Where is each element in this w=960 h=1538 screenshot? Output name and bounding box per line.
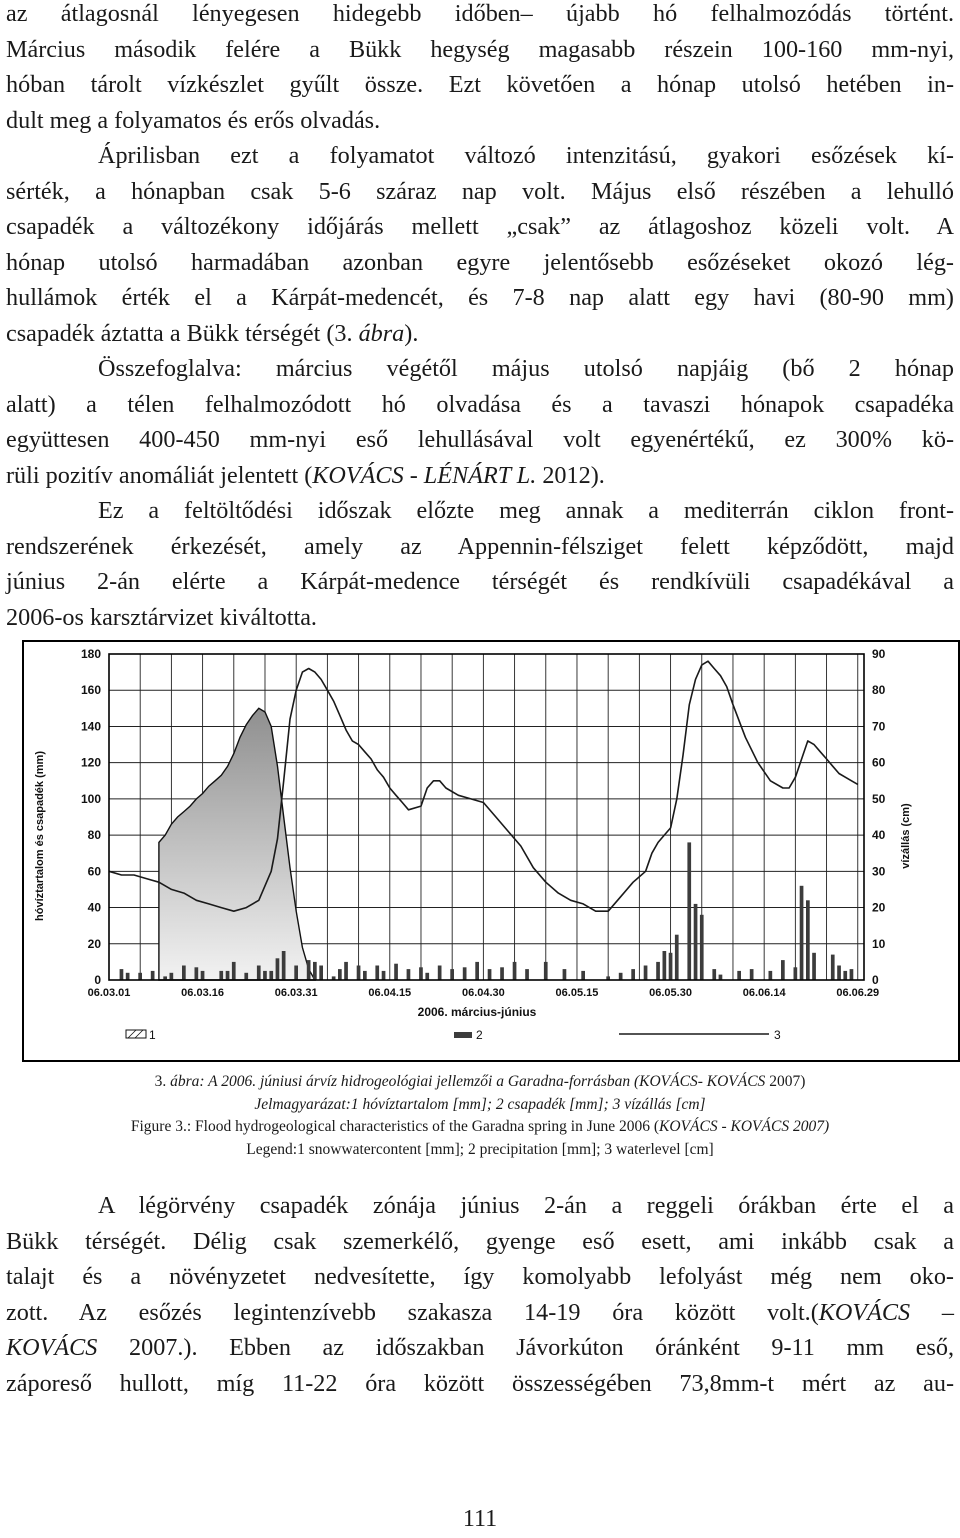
precipitation-bar [375, 966, 379, 981]
precipitation-bar [831, 955, 835, 980]
precipitation-bar [687, 842, 691, 980]
page-number: 111 [462, 1506, 498, 1532]
precipitation-bar [120, 969, 124, 980]
precipitation-bar [182, 966, 186, 981]
text-line: Bükk térségét. Délig csak szemerkélő, gyenge eső esett, ami inkább csak a [6, 1227, 954, 1255]
text-line: talajt és a növényzetet nedvesítette, így komolyabb lefolyást még nem oko- [6, 1263, 954, 1290]
x-tick-label: 06.03.31 [274, 987, 318, 999]
precipitation-bar [837, 966, 841, 981]
precipitation-bar [663, 951, 667, 980]
legend-swatch-precipitation [454, 1032, 472, 1038]
precipitation-bar [581, 971, 585, 980]
precipitation-bar [563, 969, 567, 980]
text-fragment: 2012). [536, 461, 605, 489]
precipitation-bar [712, 969, 716, 980]
y2-tick-label: 70 [872, 719, 886, 734]
text-line: az átlagosnál lényegesen hidegebb időben– újabb hó felhalmozódás történt. [6, 0, 954, 27]
text-line [6, 316, 954, 352]
x-tick-label: 06.03.16 [181, 987, 225, 999]
text-line: hullámok érték el a Kárpát-medencét, és 7-8 nap alatt egy havi (80-90 mm) [6, 284, 954, 311]
precipitation-bar [313, 962, 317, 980]
figure-caption-hu [0, 1071, 960, 1093]
precipitation-bar [525, 969, 529, 980]
text-line: rendszerének érkezését, amely az Appennin-félsziget felett képződött, majd [6, 532, 954, 560]
precipitation-bar [694, 904, 698, 980]
precipitation-bar [719, 975, 723, 980]
legend-label-2: 2 [476, 1028, 483, 1042]
precipitation-bar [151, 971, 155, 980]
hydrograph-chart [24, 642, 958, 1060]
y2-tick-label: 10 [872, 936, 886, 951]
precipitation-bar [656, 962, 660, 980]
text-fragment: rüli pozitív anomáliát jelentett ( [6, 461, 313, 489]
precipitation-bar [800, 886, 804, 980]
precipitation-bar [170, 973, 174, 980]
x-tick-label: 06.06.14 [742, 987, 786, 999]
y-tick-label: 80 [87, 828, 101, 843]
precipitation-bar [282, 951, 286, 980]
text-line [6, 1188, 954, 1224]
text-line: sérték, a hónapban csak 5-6 száraz nap volt. Május első részében a lehulló [6, 177, 954, 205]
precipitation-bar [138, 973, 142, 980]
text-line: június 2-án elérte a Kárpát-medence térségét és rendkívüli csapadékával a [6, 568, 954, 595]
precipitation-bar [319, 966, 323, 981]
text-line: hóban tárolt vízkészlet gyűlt össze. Ezt követően a hónap utolsó hetében in- [6, 71, 954, 98]
snow-water-content-area [159, 708, 315, 980]
text-line: csapadék a változékony időjárás mellett „csak” az átlagoshoz közeli volt. A [6, 213, 954, 240]
precipitation-bar [232, 962, 236, 980]
text-line: dult meg a folyamatos és erős olvadás. [6, 106, 381, 134]
y-axis-label-right: vízállás (cm) [900, 803, 912, 869]
text-line: hónap utolsó harmadában azonban egyre jelentősebb esőzéseket okozó lég- [6, 248, 954, 276]
y2-tick-label: 20 [872, 900, 886, 915]
precipitation-bar [363, 971, 367, 980]
precipitation-bar [357, 966, 361, 981]
text-line [6, 1330, 954, 1366]
precipitation-bar [226, 971, 230, 980]
paragraph-summary [6, 351, 954, 493]
legend-label-3: 3 [774, 1028, 781, 1042]
x-tick-label: 06.06.29 [836, 987, 880, 999]
precipitation-bar [812, 953, 816, 980]
caption-title-en: Figure 3.: Flood hydrogeological characteristics of the Garadna spring in June 2006 ( [130, 1118, 660, 1135]
precipitation-bar [269, 971, 273, 980]
text-line [6, 351, 954, 387]
y-tick-label: 60 [87, 864, 101, 879]
citation: KOVÁCS - LÉNÁRT L. [312, 461, 537, 489]
precipitation-bar [769, 971, 773, 980]
x-tick-label: 06.05.30 [649, 987, 692, 999]
text-fragment: ). [404, 319, 419, 347]
precipitation-bar [644, 966, 648, 981]
precipitation-bar [475, 962, 479, 980]
x-tick-label: 06.04.30 [461, 987, 505, 999]
x-tick-label: 06.05.15 [555, 987, 599, 999]
legend-label-1: 1 [149, 1028, 156, 1042]
y-tick-label: 140 [80, 719, 101, 734]
figure-legend-en [0, 1139, 960, 1161]
text-line-content: Összefoglalva: március végétől május utolsó napjáig (bő 2 hónap [98, 355, 954, 382]
precipitation-bar [419, 967, 423, 980]
precipitation-bar [438, 966, 442, 981]
precipitation-bar [700, 915, 704, 980]
y-tick-label: 120 [80, 755, 101, 770]
text-line-content: Áprilisban ezt a folyamatot változó intenzitású, gyakori esőzések kí- [98, 142, 954, 169]
text-line [6, 493, 954, 529]
y-tick-label: 0 [94, 973, 101, 987]
precipitation-bar [407, 969, 411, 980]
y2-tick-label: 40 [872, 828, 886, 843]
y2-tick-label: 50 [872, 791, 886, 806]
precipitation-bar [794, 967, 798, 980]
y2-tick-label: 0 [872, 973, 879, 987]
y2-tick-label: 30 [872, 864, 886, 879]
text-line-content: Ez a feltöltődési időszak előzte meg annak a mediterrán ciklon front- [98, 497, 954, 524]
paragraph-snow-accumulation [6, 0, 954, 138]
caption-title-hu: ábra: A 2006. júniusi árvíz hidrogeológiai jellemzői a Garadna-forrásban (KOVÁCS- KOVÁCS [170, 1073, 766, 1090]
y2-tick-label: 80 [872, 683, 886, 698]
precipitation-bar [463, 967, 467, 980]
figure-legend-hu [0, 1094, 960, 1116]
citation: KOVÁCS [6, 1334, 98, 1361]
legend-text-en: Legend:1 snowwatercontent [mm]; 2 precipitation [mm]; 3 waterlevel [cm] [246, 1141, 714, 1158]
precipitation-bar [307, 960, 311, 980]
precipitation-bar [201, 971, 205, 980]
precipitation-bar [850, 969, 854, 980]
precipitation-bar [450, 969, 454, 980]
precipitation-bar [425, 973, 429, 980]
chart-legend [126, 1028, 781, 1042]
caption-citation-en: KOVÁCS - KOVÁCS 2007) [659, 1118, 830, 1135]
precipitation-bar [257, 966, 261, 981]
precipitation-bar [619, 973, 623, 980]
text-fragment: 2007.). Ebben az időszakban Jávorkúton óránként 9-11 mm eső, [97, 1334, 954, 1361]
y-tick-label: 160 [80, 683, 101, 698]
y2-tick-label: 60 [872, 755, 886, 770]
precipitation-bar [669, 953, 673, 980]
citation: KOVÁCS – [818, 1298, 954, 1326]
precipitation-bar [488, 969, 492, 980]
precipitation-bar [513, 962, 517, 980]
precipitation-bar [244, 973, 248, 980]
precipitation-bar [344, 962, 348, 980]
precipitation-bar [195, 967, 199, 980]
caption-figure-number: 3. [154, 1073, 171, 1090]
precipitation-bar [737, 971, 741, 980]
precipitation-bar [382, 971, 386, 980]
paragraph-cyclone [6, 493, 954, 635]
hydrograph-figure [22, 640, 960, 1062]
text-line [6, 1295, 954, 1331]
precipitation-bar [781, 960, 785, 980]
legend-text-hu: Jelmagyarázat:1 hóvíztartalom [mm]; 2 csapadék [mm]; 3 vízállás [cm] [254, 1096, 706, 1113]
text-line [6, 138, 954, 174]
text-fragment: csapadék áztatta a Bükk térségét (3. [6, 319, 359, 347]
precipitation-bar [294, 966, 298, 981]
precipitation-bar [843, 971, 847, 980]
precipitation-bar [750, 969, 754, 980]
precipitation-bar [126, 973, 130, 980]
text-line: záporeső hullott, míg 11-22 óra között összességében 73,8mm-t mért az au- [6, 1369, 954, 1397]
text-line: alatt) a télen felhalmozódott hó olvadása és a tavaszi hónapok csapadéka [6, 390, 954, 418]
y-tick-label: 180 [80, 647, 101, 661]
x-tick-label: 06.04.15 [368, 987, 412, 999]
text-line: együttesen 400-450 mm-nyi eső lehullásával volt egyenértékű, ez 300% kö- [6, 426, 954, 453]
x-axis-label: 2006. március-június [417, 1005, 537, 1019]
text-fragment: zott. Az esőzés legintenzívebb szakasza 14-19 óra között volt.( [6, 1298, 819, 1326]
y-axis-label-left: hóvíztartalom és csapadék (mm) [34, 751, 46, 921]
precipitation-bar [631, 969, 635, 980]
y2-tick-label: 90 [872, 647, 886, 661]
figure-caption-en [0, 1116, 960, 1138]
precipitation-bar [806, 900, 810, 980]
precipitation-bar [338, 969, 342, 980]
precipitation-bar [675, 935, 679, 980]
precipitation-bar [544, 962, 548, 980]
y-tick-label: 20 [87, 936, 101, 951]
text-line: 2006-os karsztárvizet kiváltotta. [6, 603, 317, 631]
precipitation-bar [263, 971, 267, 980]
figure-reference: ábra [358, 319, 405, 347]
y-tick-label: 100 [80, 791, 101, 806]
paragraph-april-may-rain [6, 138, 954, 351]
x-tick-label: 06.03.01 [87, 987, 131, 999]
text-line: Március második felére a Bükk hegység magasabb részein 100-160 mm-nyi, [6, 35, 954, 63]
text-line-content: A légörvény csapadék zónája június 2-án a reggeli órákban érte el a [98, 1192, 954, 1219]
paragraph-storm-rainfall [6, 1188, 954, 1401]
precipitation-bar [500, 967, 504, 980]
text-line [6, 458, 954, 494]
precipitation-bar [394, 964, 398, 980]
precipitation-bar [219, 971, 223, 980]
precipitation-bar [276, 958, 280, 980]
y-tick-label: 40 [87, 900, 101, 915]
caption-year: 2007) [765, 1073, 806, 1090]
